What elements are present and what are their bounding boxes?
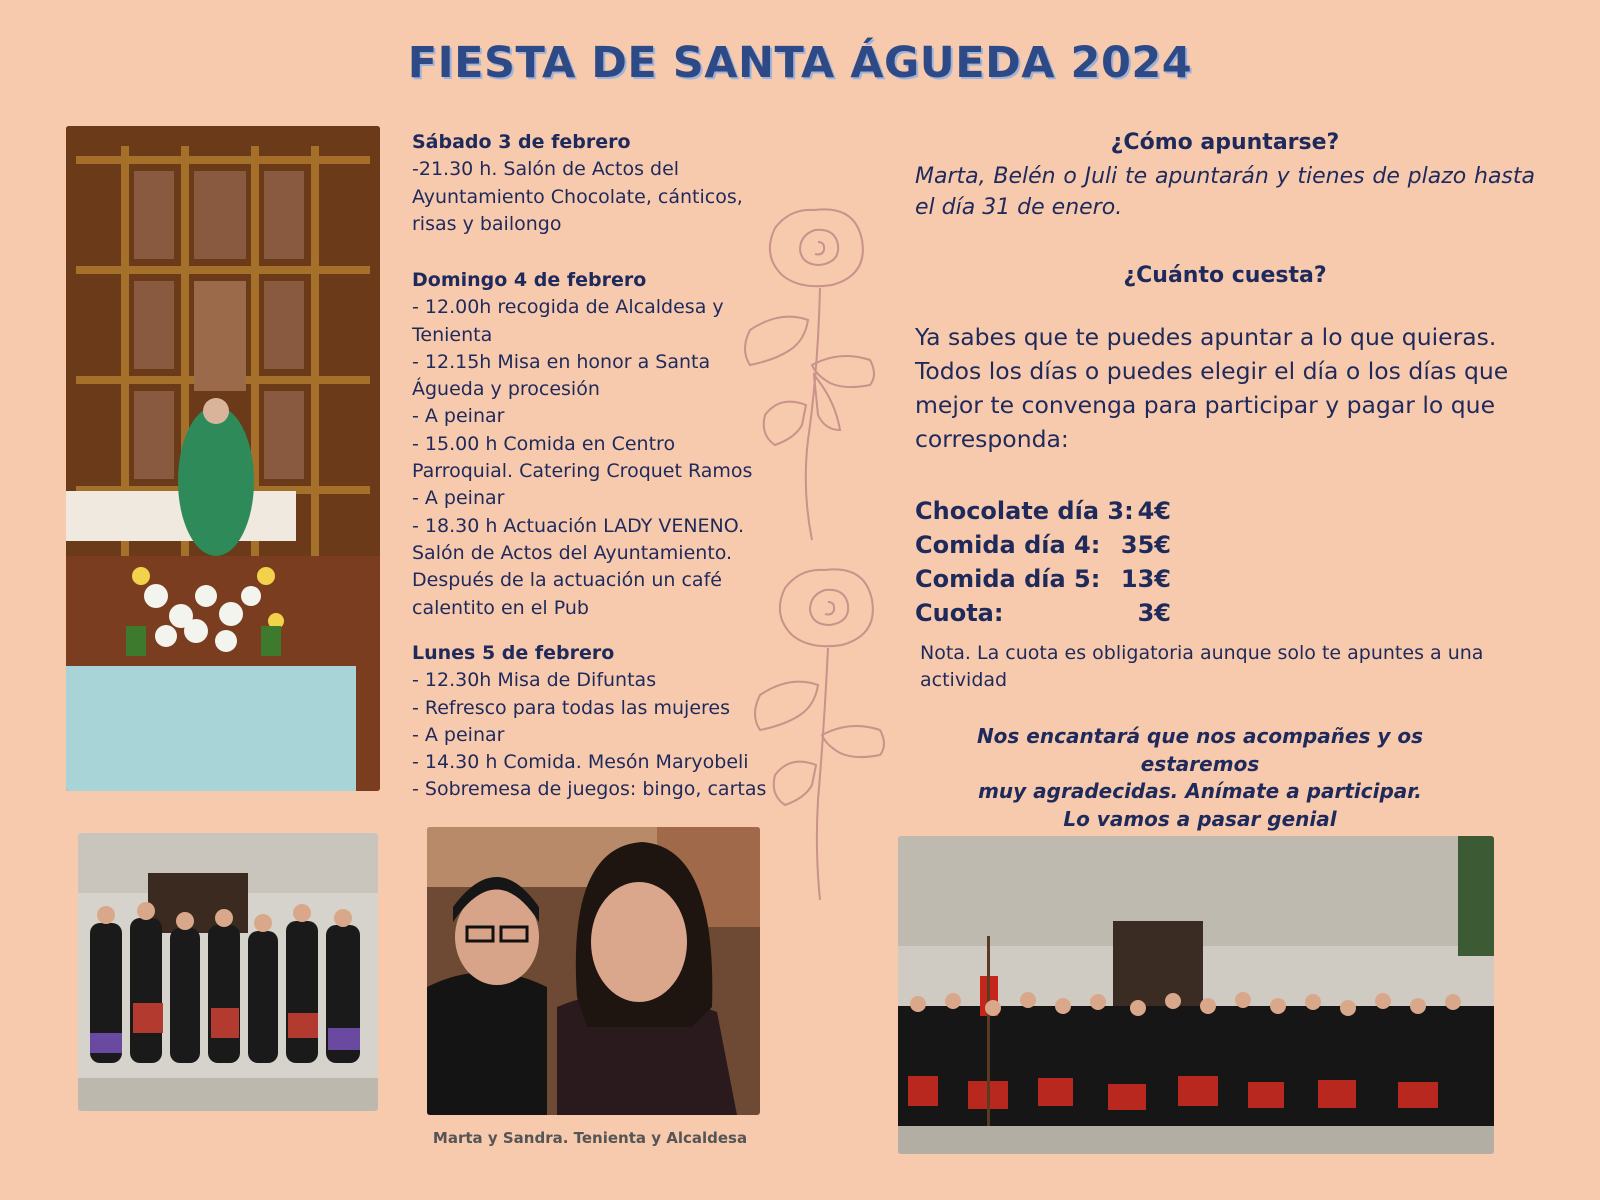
schedule-item: - 14.30 h Comida. Mesón Maryobeli [412, 751, 749, 774]
cost-text: Ya sabes que te puedes apuntar a lo que quieras. Todos los días o puedes elegir el día o los días que mejor te convenga para participar y pagar lo que corresponda: [915, 323, 1509, 453]
cost-heading: ¿Cuánto cuesta? [1123, 263, 1327, 288]
day-heading: Sábado 3 de febrero [412, 131, 631, 153]
day-heading: Lunes 5 de febrero [412, 642, 615, 664]
price-label: Chocolate día 3: [915, 497, 1134, 525]
closing-line: Lo vamos a pasar genial [1063, 806, 1337, 831]
day-heading: Domingo 4 de febrero [412, 269, 647, 291]
schedule-item: - A peinar [412, 487, 505, 510]
schedule-item: - Sobremesa de juegos: bingo, cartas [412, 778, 767, 801]
schedule-day-2 [412, 267, 772, 622]
altar-photo [66, 126, 380, 791]
schedule-item: - A peinar [412, 405, 505, 428]
signup-section [915, 130, 1535, 223]
closing-message [915, 723, 1485, 833]
schedule-item: -21.30 h. Salón de Actos del Ayuntamiento Chocolate, cánticos, risas y bailongo [412, 158, 743, 235]
fee-note: Nota. La cuota es obligatoria aunque solo te apuntes a una actividad [920, 642, 1484, 691]
closing-line: muy agradecidas. Anímate a participar. [978, 779, 1422, 803]
schedule-day-3 [412, 640, 772, 804]
schedule-item: - 15.00 h Comida en Centro Parroquial. Catering Croquet Ramos [412, 432, 753, 483]
price-label: Cuota: [915, 599, 1004, 627]
schedule-item: - 12.30h Misa de Difuntas [412, 669, 657, 692]
price-value: 13€ [1120, 565, 1171, 593]
schedule-item: - Refresco para todas las mujeres [412, 696, 730, 719]
price-label: Comida día 5: [915, 565, 1101, 593]
schedule-day-1 [412, 129, 772, 238]
signup-heading: ¿Cómo apuntarse? [1110, 130, 1340, 155]
cost-section [915, 263, 1535, 456]
price-value: 35€ [1120, 531, 1171, 559]
schedule-item: - 12.00h recogida de Alcaldesa y Tenienta [412, 296, 724, 346]
portrait-photo [427, 827, 760, 1115]
large-group-photo [898, 836, 1494, 1154]
closing-line: Nos encantará que nos acompañes y os estaremos [976, 724, 1424, 776]
signup-text: Marta, Belén o Juli te apuntarán y tienes de plazo hasta el día 31 de enero. [915, 164, 1535, 220]
schedule-item: - A peinar [412, 723, 505, 746]
price-value: 3€ [1137, 599, 1171, 627]
group-photo-1 [78, 833, 378, 1111]
price-value: 4€ [1137, 497, 1171, 525]
schedule-item: - 12.15h Misa en honor a Santa Águeda y procesión [412, 350, 711, 401]
page-title: FIESTA DE SANTA ÁGUEDA 2024 [407, 38, 1193, 88]
photo-caption: Marta y Sandra. Tenienta y Alcaldesa [432, 1129, 748, 1147]
price-label: Comida día 4: [915, 531, 1101, 559]
schedule-item: - 18.30 h Actuación LADY VENENO. Salón de Actos del Ayuntamiento. Después de la actuación un café calentito en el Pub [412, 514, 744, 619]
